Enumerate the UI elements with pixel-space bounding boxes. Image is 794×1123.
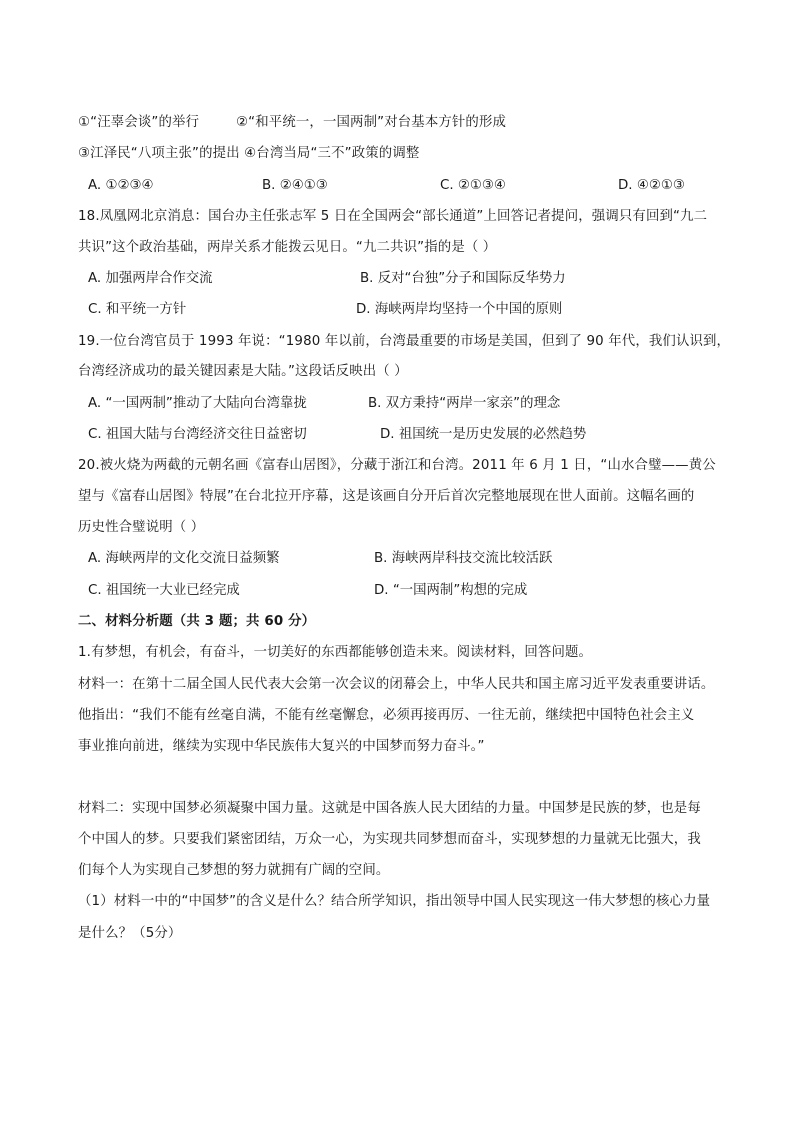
q1-intro: 1.有梦想，有机会，有奋斗，一切美好的东西都能够创造未来。阅读材料，回答问题。	[78, 645, 593, 660]
material-2-line-2: 个中国人的梦。只要我们紧密团结，万众一心，为实现共同梦想而奋斗，实现梦想的力量就无比强大，我	[78, 832, 701, 847]
q17-items-3-4: ③江泽民“八项主张”的提出 ④台湾当局“三不”政策的调整	[78, 146, 420, 161]
q17-option-d[interactable]: D. ④②①③	[618, 178, 685, 193]
material-1-line-3: 事业推向前进，继续为实现中华民族伟大复兴的中国梦而努力奋斗。”	[78, 739, 485, 754]
q19-stem-line-2: 台湾经济成功的最关键因素是大陆。”这段话反映出（ ）	[78, 364, 408, 379]
subquestion-1-line-2: 是什么？（5分）	[78, 926, 182, 941]
material-1-line-1: 材料一：在第十二届全国人民代表大会第一次会议的闭幕会上，中华人民共和国主席习近平发表重要讲话。	[78, 677, 715, 692]
q17-option-a[interactable]: A. ①②③④	[88, 178, 154, 193]
q20-option-c[interactable]: C. 祖国统一大业已经完成	[88, 583, 240, 598]
q20-stem-line-2: 望与《富春山居图》特展”在台北拉开序幕，这是该画自分开后首次完整地展现在世人面前。这幅名画的	[78, 489, 695, 504]
q18-option-a[interactable]: A. 加强两岸合作交流	[88, 271, 213, 286]
q20-stem-line-3: 历史性合璧说明（ ）	[78, 520, 205, 535]
q19-option-a[interactable]: A. “一国两制”推动了大陆向台湾靠拢	[88, 396, 307, 411]
q20-option-b[interactable]: B. 海峡两岸科技交流比较活跃	[374, 551, 553, 566]
q18-stem-line-2: 共识”这个政治基础，两岸关系才能拨云见日。“九二共识”指的是（ ）	[78, 240, 497, 255]
q17-option-c[interactable]: C. ②①③④	[440, 178, 506, 193]
q17-item-2: ②“和平统一，一国两制”对台基本方针的形成	[236, 115, 507, 130]
q20-option-a[interactable]: A. 海峡两岸的文化交流日益频繁	[88, 551, 280, 566]
q17-option-b[interactable]: B. ②④①③	[262, 178, 328, 193]
material-2-line-3: 们每个人为实现自己梦想的努力就拥有广阔的空间。	[78, 863, 390, 878]
q18-option-b[interactable]: B. 反对“台独”分子和国际反华势力	[360, 271, 566, 286]
material-1-line-2: 他指出：“我们不能有丝毫自满，不能有丝毫懈怠，必须再接再厉、一往无前，继续把中国特色社会主义	[78, 708, 695, 723]
q20-option-d[interactable]: D. “一国两制”构想的完成	[374, 583, 528, 598]
q20-stem-line-1: 20.被火烧为两截的元朝名画《富春山居图》，分藏于浙江和台湾。2011 年 6 月 1 日，“山水合璧——黄公	[78, 458, 716, 473]
q18-option-c[interactable]: C. 和平统一方针	[88, 302, 187, 317]
subquestion-1-line-1: （1）材料一中的“中国梦”的含义是什么？结合所学知识，指出领导中国人民实现这一伟大梦想的核心力量	[78, 894, 711, 909]
q18-stem-line-1: 18.凤凰网北京消息：国台办主任张志军 5 日在全国两会“部长通道”上回答记者提问，强调只有回到“九二	[78, 209, 708, 224]
q19-option-d[interactable]: D. 祖国统一是历史发展的必然趋势	[380, 427, 587, 442]
q17-item-1: ①“汪辜会谈”的举行	[78, 115, 200, 130]
q19-stem-line-1: 19.一位台湾官员于 1993 年说：“1980 年以前，台湾最重要的市场是美国，但到了 90 年代，我们认识到，	[78, 334, 731, 349]
q19-option-c[interactable]: C. 祖国大陆与台湾经济交往日益密切	[88, 427, 307, 442]
material-2-line-1: 材料二：实现中国梦必须凝聚中国力量。这就是中国各族人民大团结的力量。中国梦是民族的梦，也是每	[78, 801, 701, 816]
q18-option-d[interactable]: D. 海峡两岸均坚持一个中国的原则	[356, 302, 563, 317]
section-heading: 二、材料分析题（共 3 题；共 60 分）	[78, 614, 316, 629]
q19-option-b[interactable]: B. 双方秉持“两岸一家亲”的理念	[368, 396, 561, 411]
